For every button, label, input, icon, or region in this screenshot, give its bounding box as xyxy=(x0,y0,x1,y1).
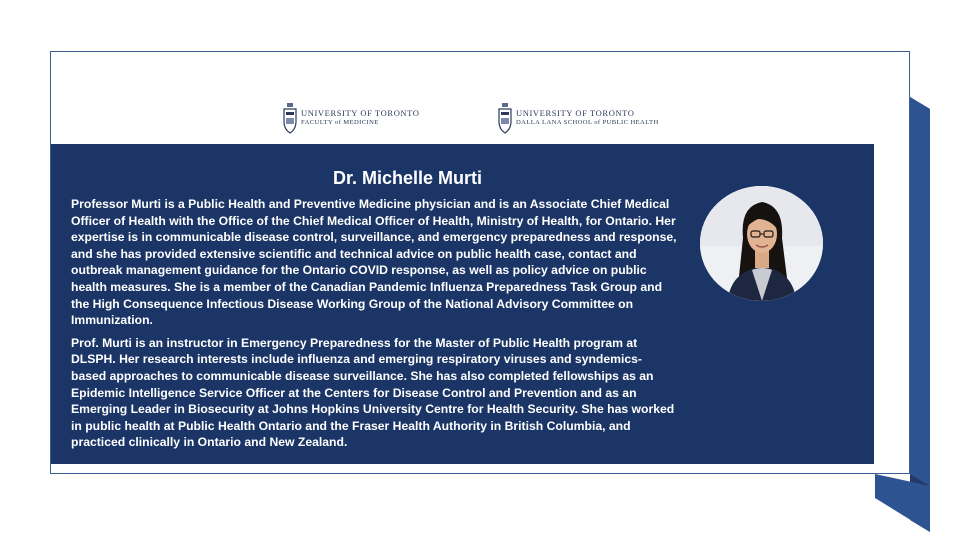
logo-university-name: UNIVERSITY OF TORONTO xyxy=(301,108,420,119)
bio-paragraph-1: Professor Murti is a Public Health and Preventive Medicine physician and is an Associate Chief Medical Officer of Health with the Office of the Chief Medical Officer of Health, Ministry of Health, for Ontario. Her expertise is in communicable disease control, surveillance, and emergency preparedness and response, and she has provided extensive scientific and technical advice on public health case, contact and outbreak management guidance for the Ontario COVID response, as well as policy advice on public health measures. She is a member of the Canadian Pandemic Influenza Preparedness Task Group and the High Consequence Infectious Disease Working Group of the National Advisory Committee on Immunization. xyxy=(71,197,677,328)
logo-school-name: DALLA LANA SCHOOL of PUBLIC HEALTH xyxy=(516,118,659,126)
portrait-image xyxy=(700,186,823,301)
crest-icon xyxy=(283,102,297,134)
bio-paragraph-2: Prof. Murti is an instructor in Emergency Preparedness for the Master of Public Health program at DLSPH. Her research interests include influenza and emerging respiratory viruses and syndemics-based approaches to communicable disease surveillance. She has also completed fellowships as an Epidemic Intelligence Service Officer at the Centers for Disease Control and Prevention and as an Emerging Leader in Biosecurity at Johns Hopkins University Centre for Health Security. She has worked in public health at Public Health Ontario and the Fraser Health Authority in British Columbia, and practiced clinically in Ontario and New Zealand. xyxy=(71,335,675,450)
crest-icon xyxy=(498,102,512,134)
dalla-lana-school-logo xyxy=(498,102,659,134)
profile-photo xyxy=(700,186,823,301)
profile-card xyxy=(50,51,910,474)
logo-university-name: UNIVERSITY OF TORONTO xyxy=(516,108,635,119)
faculty-of-medicine-logo xyxy=(283,102,420,134)
bio-panel xyxy=(51,144,874,464)
profile-name: Dr. Michelle Murti xyxy=(332,168,483,188)
logo-faculty-name: FACULTY of MEDICINE xyxy=(301,118,379,126)
bio-text xyxy=(71,196,677,457)
